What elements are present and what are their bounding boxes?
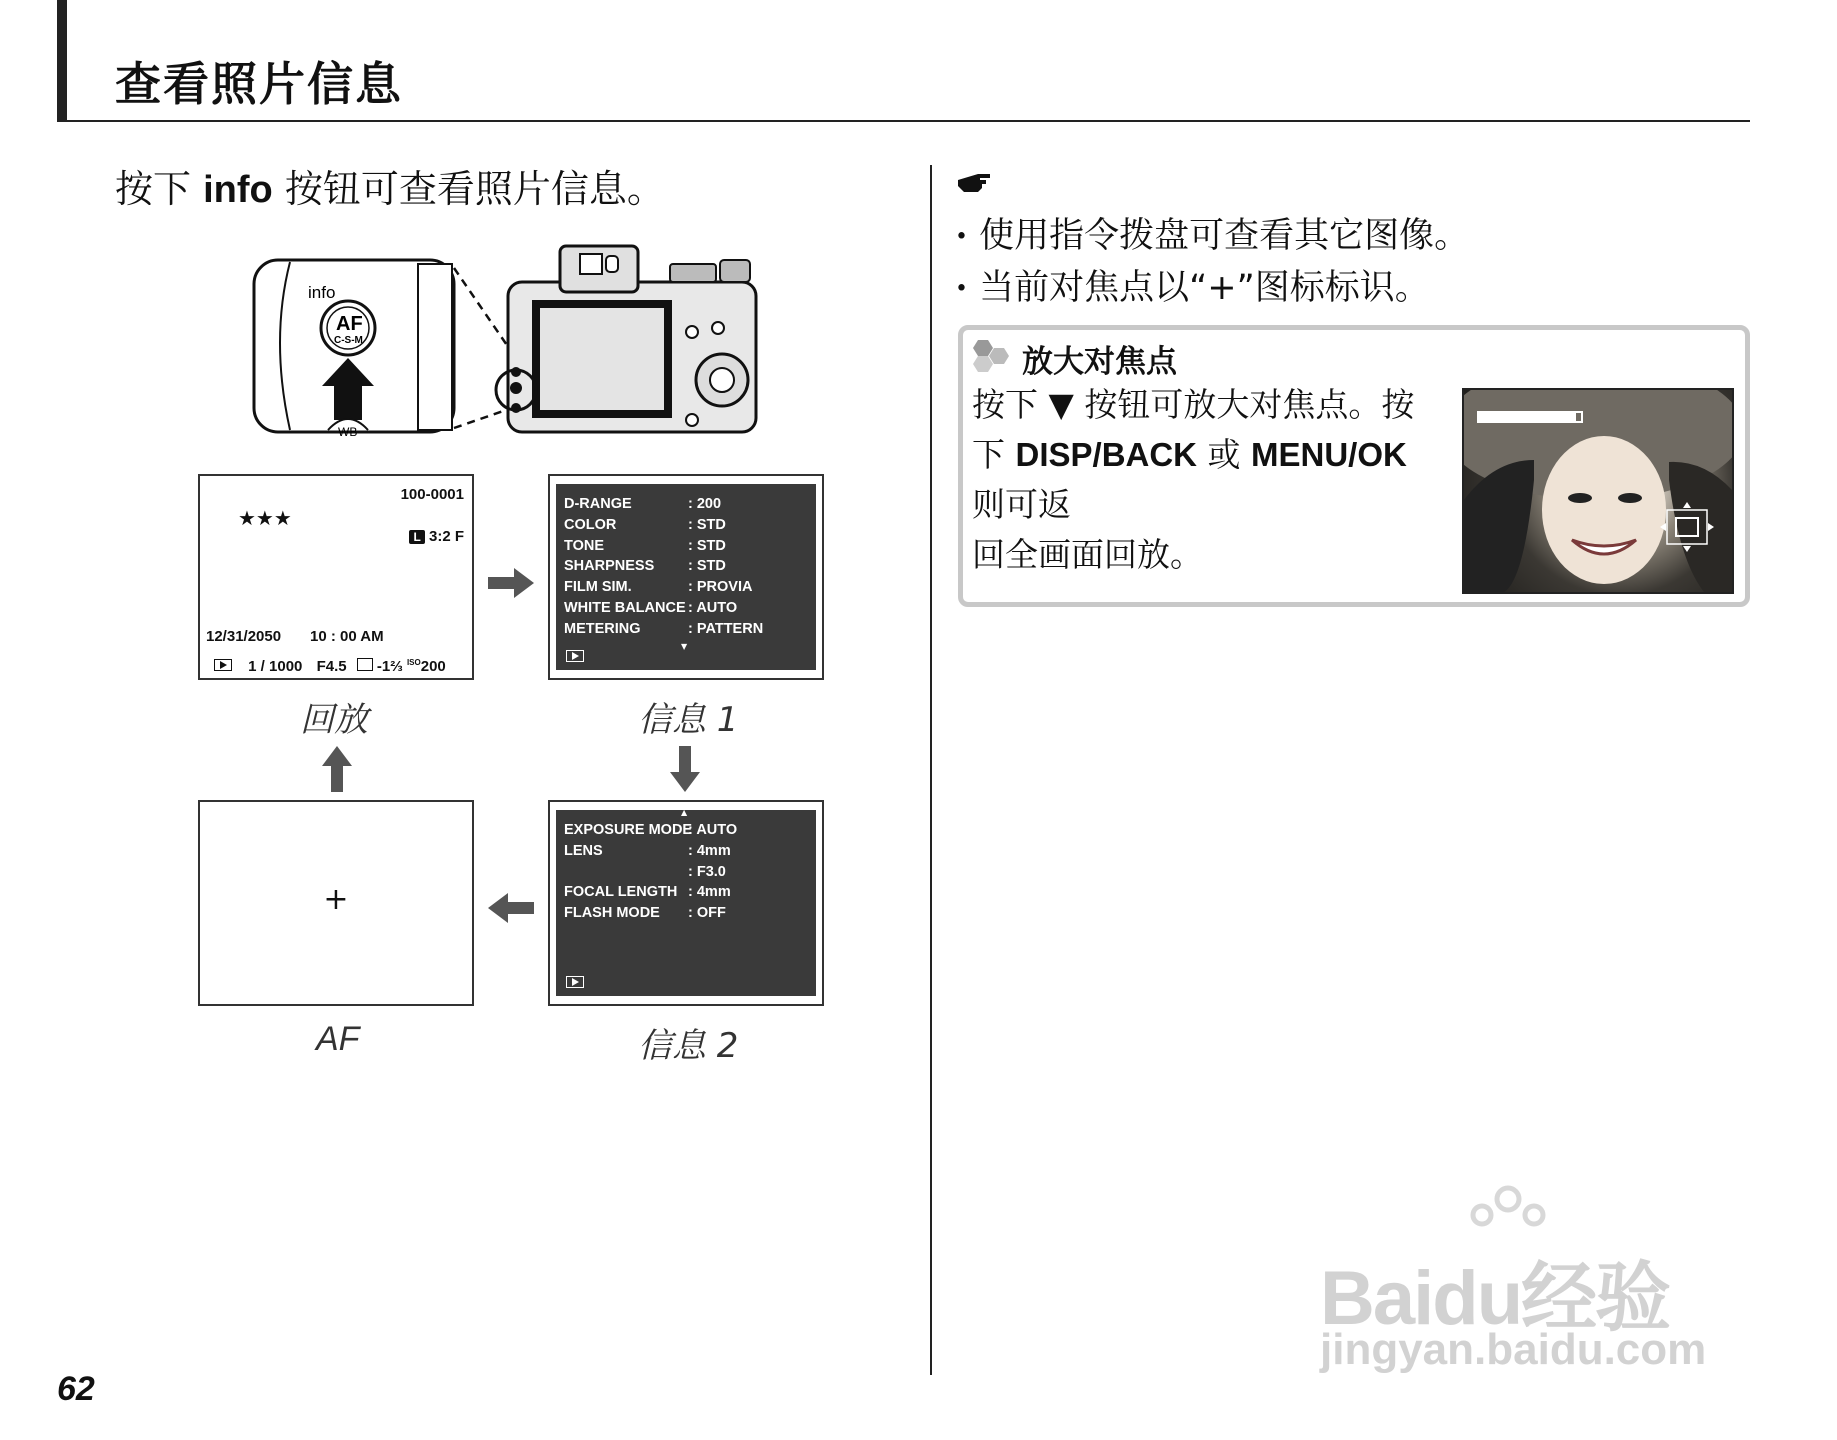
disp-back-button-name: DISP/BACK xyxy=(1015,436,1198,473)
exposure-compensation: -1⅔ xyxy=(376,658,403,675)
info-row-key: WHITE BALANCE xyxy=(564,600,686,616)
info-row xyxy=(564,822,737,838)
size-badge: L xyxy=(409,530,424,544)
info-row-key: COLOR xyxy=(564,516,617,533)
af-screen xyxy=(198,800,474,1006)
info-row-key: METERING xyxy=(564,620,641,637)
info2-display xyxy=(556,810,816,996)
info-row-key: SHARPNESS xyxy=(564,558,655,575)
intro-button-name: info xyxy=(203,169,273,211)
tip-line-1: 按下 ▼ 按钮可放大对焦点。按 xyxy=(972,385,1415,424)
image-size xyxy=(409,528,464,545)
svg-text:C-S-M: C-S-M xyxy=(334,335,363,346)
info-row-value: : AUTO xyxy=(688,822,738,838)
info-row-key: FLASH MODE xyxy=(564,905,660,922)
iso-label: ISO xyxy=(406,658,421,667)
arrow-left-icon xyxy=(488,893,534,923)
exposure-info xyxy=(214,658,446,675)
info-row-key: FOCAL LENGTH xyxy=(564,884,678,901)
info-row-value: : PATTERN xyxy=(688,620,764,637)
info-row-key: LENS xyxy=(564,842,603,859)
scroll-down-icon: ▼ xyxy=(681,642,688,651)
info1-display xyxy=(556,484,816,670)
note-text-2: 当前对焦点以“+”图标标识。 xyxy=(979,268,1430,308)
info-row xyxy=(564,538,726,554)
info-row-value: : 200 xyxy=(688,496,722,512)
info-row-value: : STD xyxy=(688,558,726,575)
frame-number: 100-0001 xyxy=(400,486,464,503)
info-row xyxy=(564,496,721,512)
info-row-value: : 4mm xyxy=(688,842,731,859)
watermark-brand: Baidu经验 xyxy=(1320,1256,1670,1341)
tip-text xyxy=(972,380,1442,580)
note-bullet-2: • 当前对焦点以“+”图标标识。 xyxy=(955,268,1430,308)
time: 10 : 00 AM xyxy=(310,628,384,645)
tip-title: 放大对焦点 xyxy=(1022,344,1177,380)
info-row-key: FILM SIM. xyxy=(564,579,632,596)
svg-text:WB: WB xyxy=(338,425,358,439)
af-point-symbol: + xyxy=(323,882,349,917)
info-row-value: : F3.0 xyxy=(688,863,726,880)
info-row xyxy=(564,621,763,637)
info1-screen xyxy=(548,474,824,680)
info-row-value: : STD xyxy=(688,516,726,533)
info2-screen xyxy=(548,800,824,1006)
info-row-value: : 4mm xyxy=(688,884,731,901)
caption-info2: 信息 2 xyxy=(638,1026,739,1066)
arrow-down-icon xyxy=(670,746,700,792)
arrow-right-icon xyxy=(488,568,534,598)
svg-text:AF: AF xyxy=(336,313,363,335)
photo-drawing xyxy=(1464,390,1732,592)
exposure-compensation-icon xyxy=(357,658,373,671)
watermark-url: jingyan.baidu.com xyxy=(1320,1325,1707,1374)
page-title: 查看照片信息 xyxy=(115,57,403,111)
camera-illustration xyxy=(250,240,780,440)
info-row xyxy=(564,864,726,880)
scroll-up-icon: ▲ xyxy=(681,808,688,817)
column-divider xyxy=(930,165,932,1375)
title-underline xyxy=(57,120,1750,122)
page-number: 62 xyxy=(57,1370,95,1408)
tip-line-2: 下 DISP/BACK 或 MENU/OK 则可返 xyxy=(972,435,1407,524)
info-row-value: : PROVIA xyxy=(688,579,753,596)
playback-screen xyxy=(198,474,474,680)
intro-text xyxy=(115,158,665,213)
arrow-up-icon xyxy=(322,746,352,792)
caption-playback: 回放 xyxy=(300,700,368,740)
menu-ok-button-name: MENU/OK xyxy=(1251,436,1407,473)
shutter-speed: 1 / 1000 xyxy=(248,658,303,675)
info-row-key: TONE xyxy=(564,537,605,554)
info-row-key: D-RANGE xyxy=(564,496,632,512)
info-row xyxy=(564,579,752,595)
caption-info1: 信息 1 xyxy=(638,700,739,740)
info-row xyxy=(564,558,726,574)
tip-hexagon-icon xyxy=(970,338,1012,372)
zoom-level-bar xyxy=(1478,412,1576,422)
info-row-value: : OFF xyxy=(688,905,726,922)
rating-stars: ★★★ xyxy=(238,506,292,530)
info-row xyxy=(564,905,726,921)
note-text-1: 使用指令拨盘可查看其它图像。 xyxy=(979,216,1470,256)
pointing-hand-icon xyxy=(956,168,992,196)
aspect-ratio: 3:2 F xyxy=(428,528,464,545)
caption-af: AF xyxy=(316,1020,360,1058)
zoomed-face-photo xyxy=(1462,388,1734,594)
info-row-key: EXPOSURE MODE xyxy=(564,822,693,838)
info-label: info xyxy=(308,283,336,302)
tip-line-3: 回全画面回放。 xyxy=(972,535,1203,574)
info-row-value: : STD xyxy=(688,537,726,554)
intro-after: 按钮可查看照片信息。 xyxy=(272,167,665,211)
info-row-value: : AUTO xyxy=(688,600,738,616)
info-row xyxy=(564,600,737,616)
intro-before: 按下 xyxy=(115,167,204,211)
playback-icon xyxy=(566,650,584,662)
note-bullet-1: • 使用指令拨盘可查看其它图像。 xyxy=(955,216,1470,256)
info-row xyxy=(564,843,731,859)
info-row xyxy=(564,517,726,533)
iso-value: 200 xyxy=(420,658,446,675)
date: 12/31/2050 xyxy=(206,628,282,645)
aperture: F4.5 xyxy=(316,658,347,675)
info-row xyxy=(564,884,731,900)
playback-icon xyxy=(566,976,584,988)
playback-icon xyxy=(214,659,232,671)
title-bar-accent xyxy=(57,0,67,122)
